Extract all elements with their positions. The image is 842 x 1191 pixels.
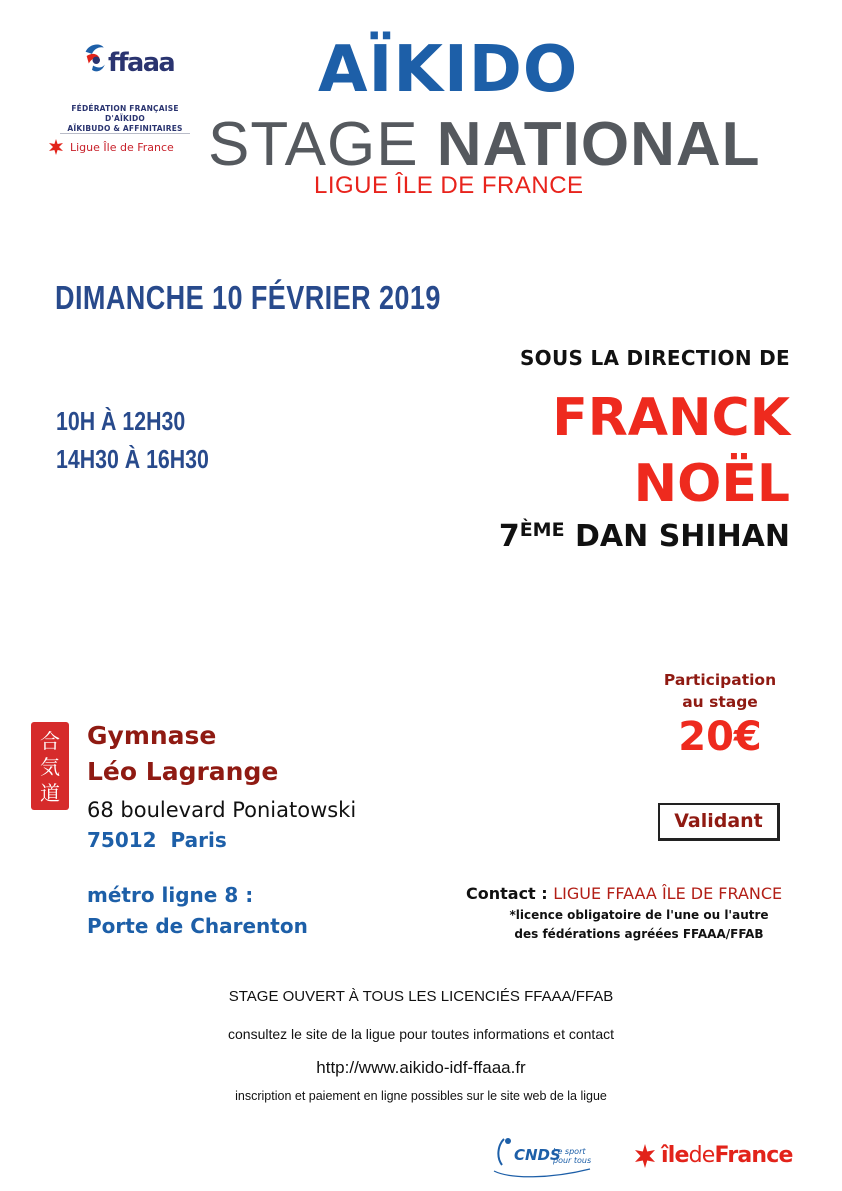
page-title: AÏKIDO [318,33,579,107]
logo-divider [60,133,190,134]
validant-badge: Validant [658,803,780,841]
idf-ile: île [661,1143,689,1168]
afternoon-session: 14H30 À 16H30 [56,444,209,474]
venue-name-line-1: Gymnase [87,721,217,750]
morning-session: 10H À 12H30 [56,406,186,436]
aikido-kanji-seal [31,722,69,810]
metro-info [87,880,308,942]
idf-france: France [714,1143,793,1168]
event-hours [56,402,209,478]
cnds-tagline-line-2: pour tous [553,1156,592,1165]
federation-line-2: AÏKIBUDO & AFFINITAIRES [67,124,183,133]
kanji-do: 道 [40,781,60,805]
kanji-ai: 合 [40,729,60,753]
event-date: DIMANCHE 10 FÉVRIER 2019 [55,279,441,316]
idf-logo [661,1143,793,1168]
idf-star-icon [633,1144,657,1168]
venue-name [87,718,278,790]
participation-label [650,669,790,713]
price: 20€ [678,714,762,760]
licence-note [497,906,781,944]
teacher-name [552,385,790,517]
consult-site: consultez le site de la ligue pour toutes informations et contact [228,1026,614,1042]
teacher-first-name: FRANCK [552,388,790,448]
rank-number: 7 [498,519,520,554]
metro-line: métro ligne 8 : [87,883,254,907]
rank-title: DAN SHIHAN [575,519,790,554]
logo-ligue-label: Ligue Île de France [70,141,174,154]
website-link[interactable]: http://www.aikido-idf-ffaaa.fr [316,1058,526,1077]
cnds-wordmark: CNDS [514,1146,561,1164]
registration-note: inscription et paiement en ligne possibles sur le site web de la ligue [235,1089,607,1103]
venue-city: 75012 Paris [87,828,227,852]
venue-name-line-2: Léo Lagrange [87,757,279,786]
participation-line-2: au stage [682,693,758,711]
participation-line-1: Participation [663,671,777,689]
open-to-all: STAGE OUVERT À TOUS LES LICENCIÉS FFAAA/FFAB [228,988,614,1005]
contact-label: Contact : [466,884,554,903]
rank-suffix: ÈME [519,519,565,541]
ligue-title: LIGUE ÎLE DE FRANCE [314,172,584,199]
direction-intro: SOUS LA DIRECTION DE [519,346,790,370]
ffaaa-logo [44,40,204,104]
stage-national-title [208,110,761,180]
federation-line-1: FÉDÉRATION FRANÇAISE D'AÏKIDO [71,104,179,123]
star-icon [48,139,64,155]
contact-line [466,884,782,903]
metro-station: Porte de Charenton [87,914,308,938]
cnds-tagline-line-1: Le sport [553,1147,586,1156]
teacher-last-name: NOËL [633,454,790,514]
venue-address: 68 boulevard Poniatowski [87,798,357,822]
national-word: NATIONAL [436,110,761,179]
cnds-tagline [553,1147,591,1165]
logo-wordmark: ffaaa [108,47,175,78]
contact-org: LIGUE FFAAA ÎLE DE FRANCE [553,884,783,903]
stage-word: STAGE [208,110,437,179]
idf-de: de [688,1143,715,1168]
federation-name [50,104,200,134]
licence-note-line-1: *licence obligatoire de l'une ou l'autre [509,908,769,922]
licence-note-line-2: des fédérations agréées FFAAA/FFAB [514,927,764,941]
kanji-ki: 気 [40,755,60,779]
teacher-rank [499,519,790,554]
